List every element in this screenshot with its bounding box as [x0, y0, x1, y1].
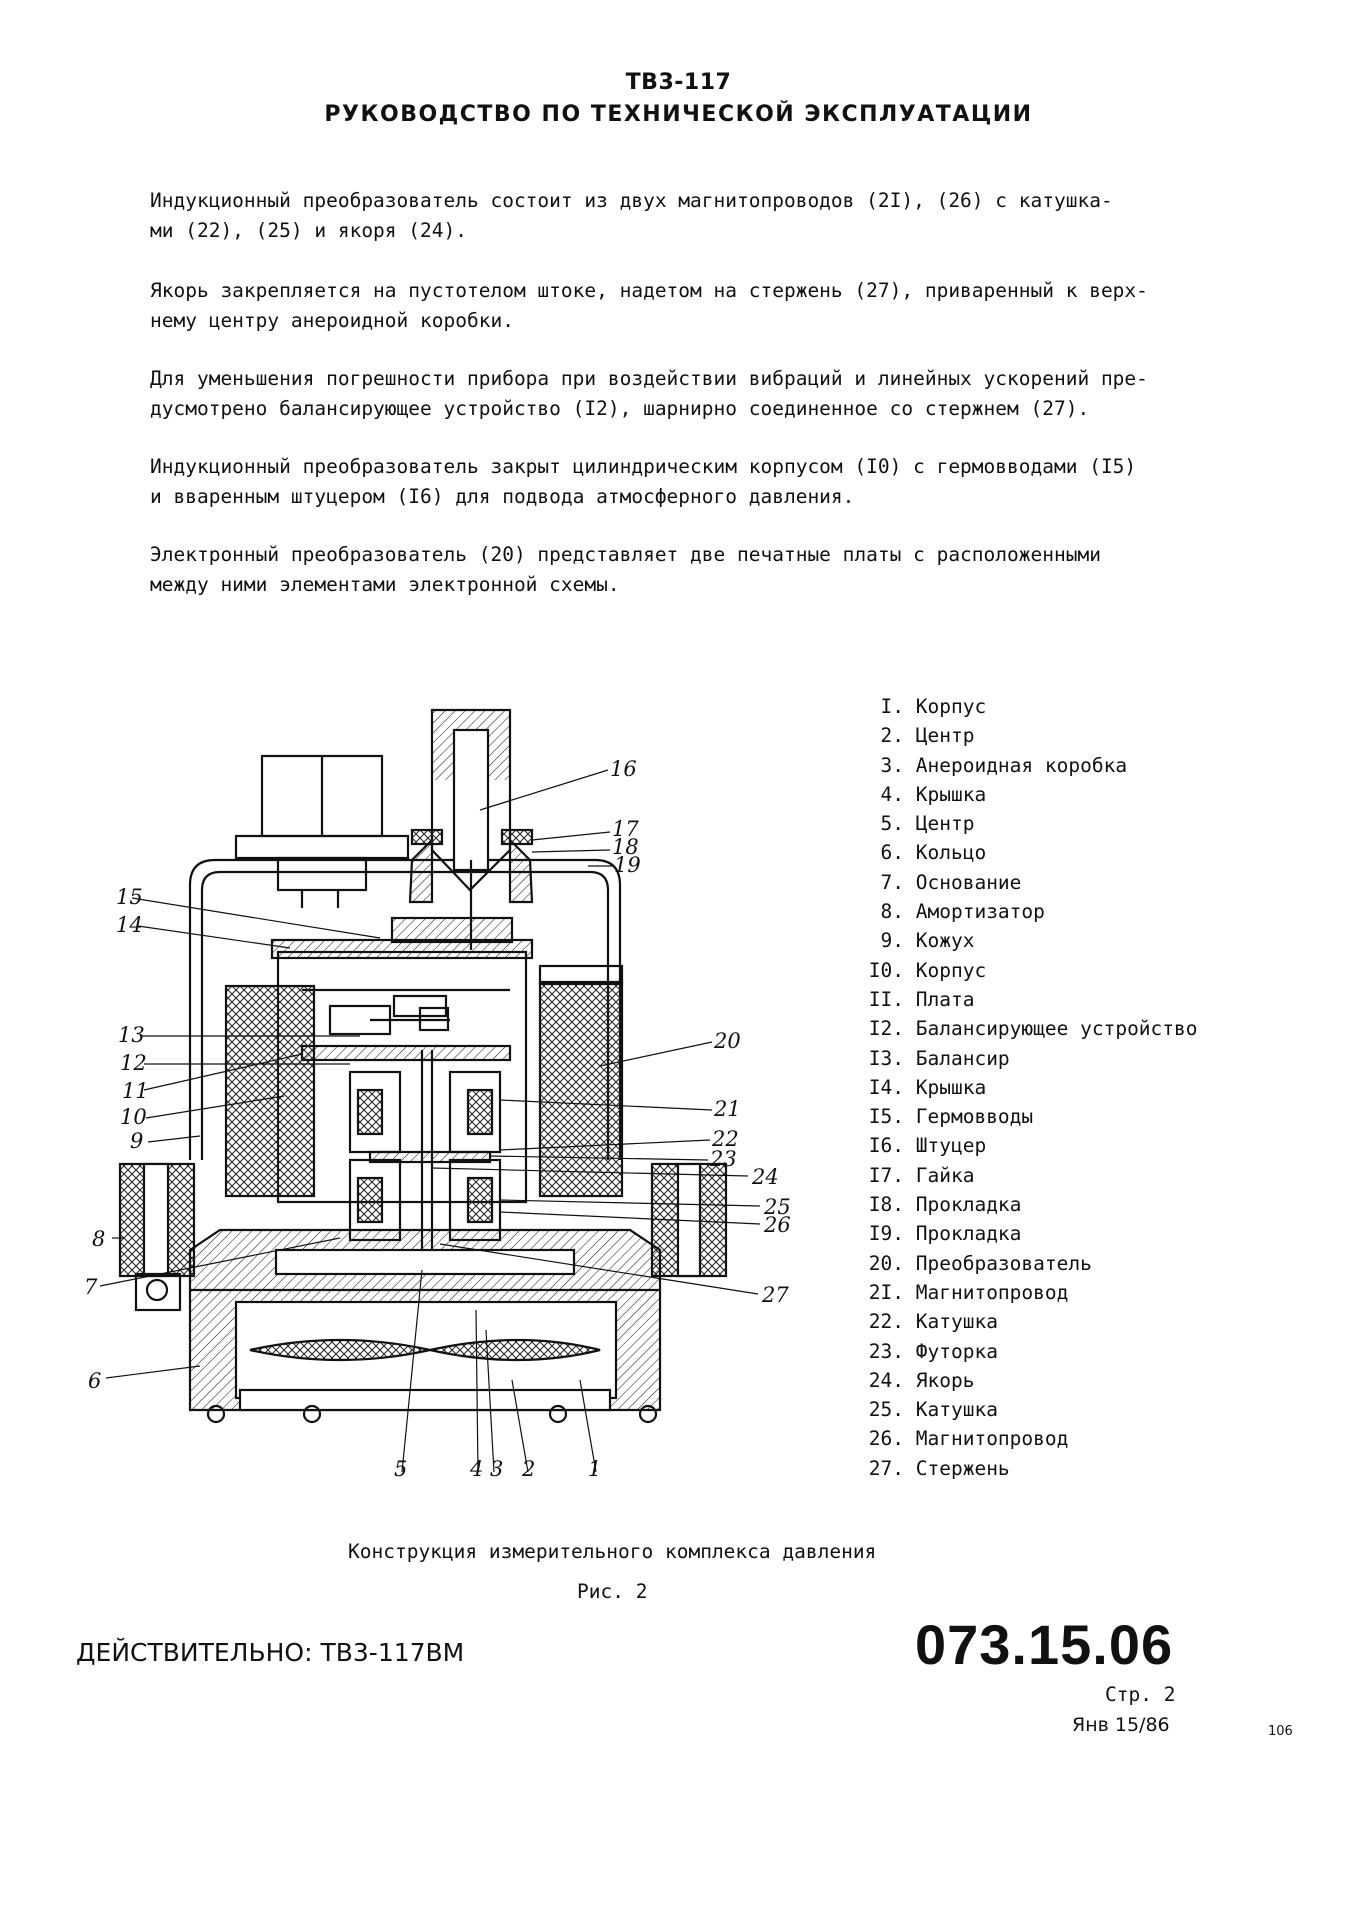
revision-date: Янв 15/86 [1072, 1714, 1170, 1736]
paragraph-line: и вваренным штуцером (I6) для подвода атмосферного давления. [150, 485, 855, 508]
callout-21: 21 [714, 1097, 741, 1121]
callout-9: 9 [130, 1129, 144, 1153]
legend-item: 2I. Магнитопровод [868, 1280, 1069, 1304]
legend-item: 23. Футорка [868, 1339, 998, 1363]
legend-item: 3. Анероидная коробка [880, 753, 1128, 777]
paragraph-line: Якорь закрепляется на пустотелом штоке, надетом на стержень (27), приваренный к верх- [150, 279, 1148, 302]
coil-right [540, 982, 622, 1196]
callout-6: 6 [88, 1369, 102, 1393]
parts-legend [852, 692, 1198, 1483]
paragraph-line: нему центру анероидной коробки. [150, 309, 514, 332]
callout-25: 25 [764, 1195, 791, 1219]
paragraph-line: Электронный преобразователь (20) представляет две печатные платы с расположенными [150, 543, 1101, 566]
callout-23: 23 [710, 1147, 737, 1171]
callout-2: 2 [522, 1457, 536, 1481]
legend-item: 6. Кольцо [880, 841, 987, 865]
paragraph-armature [150, 276, 1210, 336]
legend-item: 8. Амортизатор [880, 900, 1045, 924]
legend-item: I. Корпус [880, 695, 987, 718]
cross-section-figure [40, 690, 820, 1520]
paragraph-line: Для уменьшения погрешности прибора при воздействии вибраций и линейных ускорений пре- [150, 367, 1148, 390]
callout-3: 3 [490, 1457, 504, 1481]
legend-item: I6. Штуцер [868, 1134, 987, 1158]
legend-item: I9. Прокладка [868, 1222, 1022, 1246]
callout-7: 7 [84, 1275, 98, 1299]
callout-26: 26 [764, 1213, 791, 1237]
document-title: ТВ3-117 [625, 70, 732, 95]
legend-item: I5. Гермовводы [868, 1105, 1034, 1129]
callout-22: 22 [712, 1127, 739, 1151]
callout-12: 12 [120, 1051, 147, 1075]
paragraph-electronic-converter [150, 540, 1210, 600]
validity-note: ДЕЙСТВИТЕЛЬНО: ТВ3-117ВМ [76, 1638, 465, 1667]
callout-14: 14 [116, 913, 143, 937]
legend-item: 9. Кожух [880, 929, 975, 953]
paragraph-line: дусмотрено балансирующее устройство (I2), шарнирно соединенное со стержнем (27). [150, 397, 1090, 420]
paragraph-line: между ними элементами электронной схемы. [150, 573, 620, 596]
callout-10: 10 [120, 1105, 147, 1129]
pressure-unit-drawing [40, 690, 820, 1520]
figure-caption: Конструкция измерительного комплекса давления [348, 1540, 877, 1563]
callout-11: 11 [122, 1079, 149, 1103]
legend-item: 24. Якорь [868, 1368, 975, 1392]
callout-16: 16 [610, 757, 637, 781]
legend-item: I4. Крышка [868, 1075, 987, 1099]
callout-15: 15 [116, 885, 143, 909]
legend-item: 7. Основание [880, 870, 1022, 894]
callout-20: 20 [714, 1029, 741, 1053]
callout-8: 8 [92, 1227, 106, 1251]
sheet-number: 106 [1268, 1724, 1293, 1739]
legend-item: I8. Прокладка [868, 1193, 1022, 1217]
legend-item: I2. Балансирующее устройство [868, 1017, 1198, 1041]
legend-item: 5. Центр [880, 812, 975, 836]
legend-item: 27. Стержень [868, 1456, 1010, 1480]
paragraph-balancing [150, 364, 1210, 424]
legend-item: 4. Крышка [880, 782, 987, 806]
coil-left [226, 986, 314, 1196]
page-number: Стр. 2 [1105, 1683, 1176, 1706]
legend-item: I7. Гайка [868, 1163, 975, 1187]
legend-item: 25. Катушка [868, 1398, 998, 1422]
document-number: 073.15.06 [915, 1613, 1174, 1676]
callout-13: 13 [118, 1023, 145, 1047]
legend-item: I3. Балансир [868, 1046, 1010, 1070]
paragraph-line: ми (22), (25) и якоря (24). [150, 219, 467, 242]
document-subtitle: РУКОВОДСТВО ПО ТЕХНИЧЕСКОЙ ЭКСПЛУАТАЦИИ [324, 102, 1033, 127]
legend-item: 20. Преобразователь [868, 1251, 1092, 1275]
callout-18: 18 [612, 835, 639, 859]
legend-item: 2. Центр [880, 724, 975, 748]
paragraph-inductive-converter [150, 186, 1210, 246]
paragraph-line: Индукционный преобразователь закрыт цилиндрическим корпусом (I0) с гермовводами (I5) [150, 455, 1137, 478]
callout-5: 5 [394, 1457, 408, 1481]
callout-17: 17 [612, 817, 639, 841]
legend-item: I0. Корпус [868, 958, 987, 982]
callout-27: 27 [762, 1283, 789, 1307]
callout-24: 24 [752, 1165, 779, 1189]
paragraph-housing [150, 452, 1210, 512]
callout-1: 1 [588, 1457, 602, 1481]
paragraph-line: Индукционный преобразователь состоит из двух магнитопроводов (2I), (26) с катушка- [150, 189, 1113, 212]
legend-item: 26. Магнитопровод [868, 1427, 1069, 1451]
figure-number: Рис. 2 [577, 1580, 648, 1603]
legend-item: 22. Катушка [868, 1310, 998, 1334]
callout-4: 4 [470, 1457, 484, 1481]
legend-item: II. Плата [868, 987, 975, 1011]
callout-19: 19 [614, 853, 641, 877]
